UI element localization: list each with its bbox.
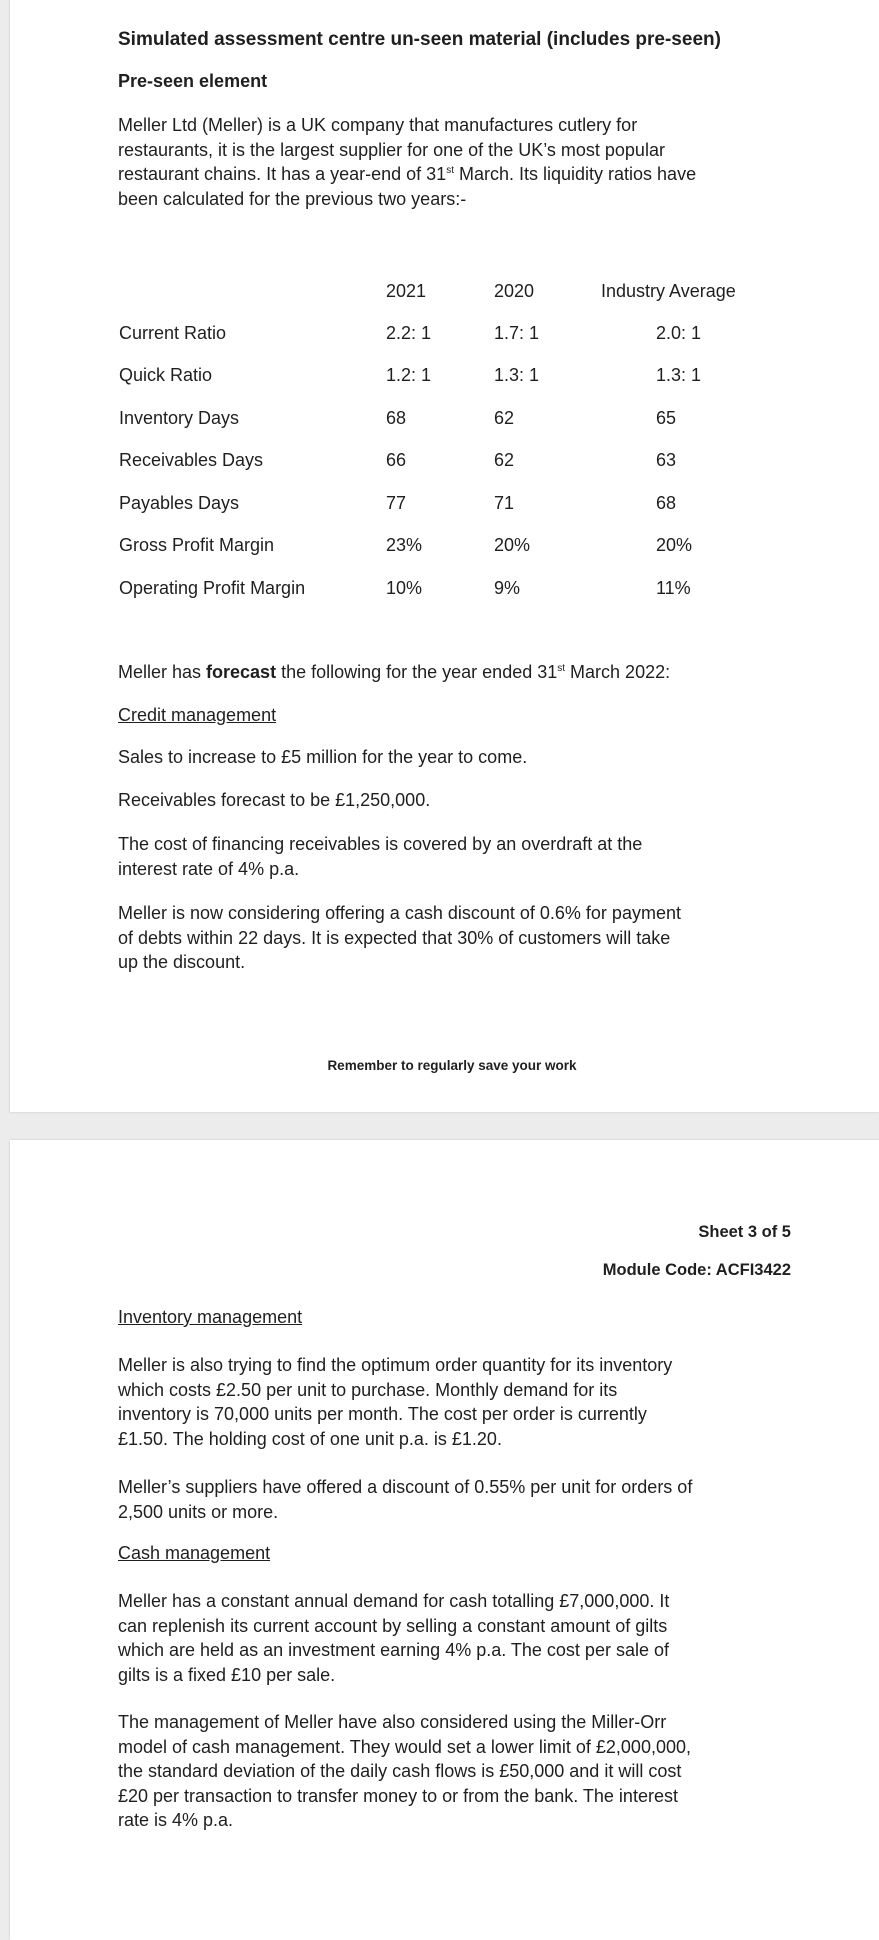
cell-2020: 1.7: 1 — [494, 323, 540, 343]
row-label: Current Ratio — [119, 323, 227, 343]
save-reminder-footer: Remember to regularly save your work — [327, 1058, 577, 1073]
cell-2021: 68 — [386, 408, 407, 428]
row-label: Gross Profit Margin — [119, 535, 275, 555]
cell-2021: 77 — [386, 493, 407, 513]
row-label: Receivables Days — [119, 450, 264, 470]
intro-line: restaurant chains. It has a year-end of 31st March. Its liquidity ratios have — [118, 164, 697, 184]
cell-industry: 1.3: 1 — [656, 365, 702, 385]
cell-2020: 1.3: 1 — [494, 365, 540, 385]
inventory-paragraph: Meller is also trying to find the optimum order quantity for its inventory which costs £2.50 per unit to purchase. Monthly demand for its inventory is 70,000 units per month. The cost per order is currently £1.50. The holding cost of one unit p.a. is £1.20. — [118, 1355, 673, 1449]
cell-industry: 65 — [656, 408, 677, 428]
document-page-1 — [10, 0, 879, 1112]
cell-industry: 68 — [656, 493, 677, 513]
table-header-2020: 2020 — [494, 281, 535, 301]
sheet-number: Sheet 3 of 5 — [698, 1223, 791, 1241]
financing-paragraph: The cost of financing receivables is covered by an overdraft at the interest rate of 4% p.a. — [118, 834, 643, 879]
credit-management-heading: Credit management — [118, 705, 277, 725]
row-label: Payables Days — [119, 493, 240, 513]
intro-paragraph — [118, 113, 808, 211]
module-code: Module Code: ACFI3422 — [602, 1261, 791, 1279]
intro-line: been calculated for the previous two years:- — [118, 188, 467, 209]
inventory-management-heading: Inventory management — [118, 1307, 303, 1327]
intro-line: restaurants, it is the largest supplier for one of the UK’s most popular — [118, 139, 665, 160]
section-heading-pre-seen: Pre-seen element — [118, 71, 268, 91]
cell-2020: 9% — [494, 578, 521, 598]
cell-2021: 1.2: 1 — [386, 365, 432, 385]
cell-2021: 23% — [386, 535, 423, 555]
cell-industry: 63 — [656, 450, 677, 470]
row-label: Inventory Days — [119, 408, 240, 428]
row-label: Quick Ratio — [119, 365, 213, 385]
receivables-forecast-text: Receivables forecast to be £1,250,000. — [118, 790, 431, 810]
cell-industry: 2.0: 1 — [656, 323, 702, 343]
supplier-discount-paragraph: Meller’s suppliers have offered a discount of 0.55% per unit for orders of 2,500 units or more. — [118, 1477, 693, 1522]
miller-orr-paragraph: The management of Meller have also considered using the Miller-Orr model of cash management. They would set a lower limit of £2,000,000, the standard deviation of the daily cash flows is £50,000 and it will cost £20 per transaction to transfer money to or from the bank. The interest rate is 4% p.a. — [118, 1712, 691, 1830]
forecast-intro: Meller has forecast the following for the year ended 31st March 2022: — [118, 662, 671, 682]
cell-2020: 71 — [494, 493, 515, 513]
document-page-2 — [10, 1140, 879, 1940]
cell-2020: 62 — [494, 450, 515, 470]
table-header-industry-average: Industry Average — [601, 281, 736, 301]
cell-2021: 2.2: 1 — [386, 323, 432, 343]
cell-2020: 62 — [494, 408, 515, 428]
cell-industry: 11% — [656, 578, 691, 598]
cell-industry: 20% — [656, 535, 693, 555]
cell-2020: 20% — [494, 535, 531, 555]
table-header-2021: 2021 — [386, 281, 427, 301]
sales-forecast-text: Sales to increase to £5 million for the year to come. — [118, 747, 528, 767]
cash-paragraph: Meller has a constant annual demand for cash totalling £7,000,000. It can replenish its current account by selling a constant amount of gilts which are held as an investment earning 4% p.a. The cost per sale of gilts is a fixed £10 per sale. — [118, 1591, 670, 1685]
intro-line: Meller Ltd (Meller) is a UK company that manufactures cutlery for — [118, 115, 638, 135]
cash-management-heading: Cash management — [118, 1543, 271, 1563]
cell-2021: 10% — [386, 578, 423, 598]
document-title: Simulated assessment centre un-seen material (includes pre-seen) — [118, 29, 721, 50]
cell-2021: 66 — [386, 450, 407, 470]
discount-paragraph: Meller is now considering offering a cash discount of 0.6% for payment of debts within 22 days. It is expected that 30% of customers will take up the discount. — [118, 903, 681, 972]
row-label: Operating Profit Margin — [119, 578, 306, 598]
